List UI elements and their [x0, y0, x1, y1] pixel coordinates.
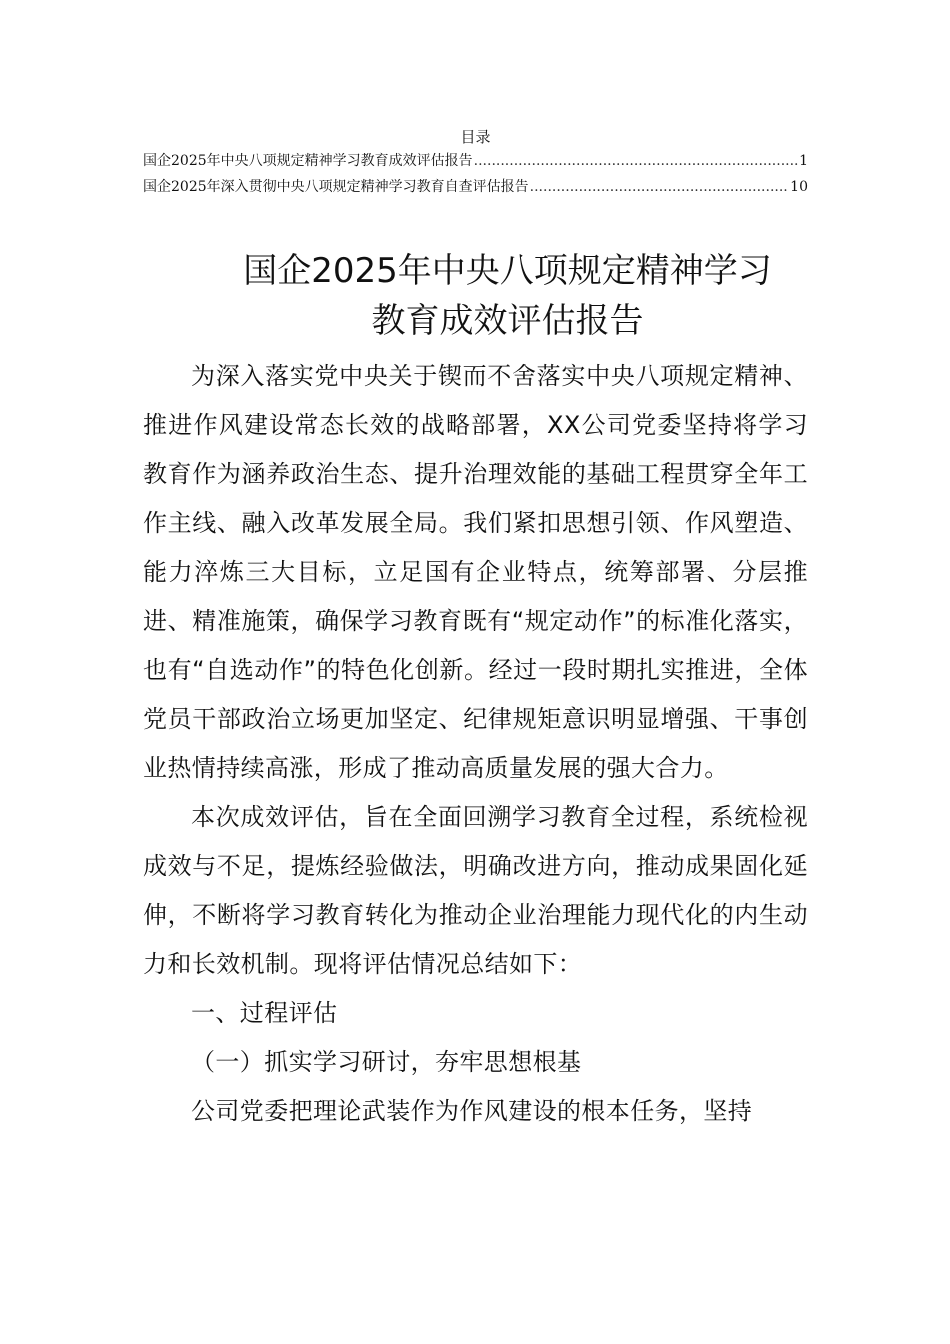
toc-entry[interactable]	[143, 148, 808, 174]
document-title-line-2: 教育成效评估报告	[371, 301, 644, 341]
subsection-heading: （一）抓实学习研讨，夯牢思想根基	[191, 1048, 582, 1076]
toc-entry-text: 国企2025年中央八项规定精神学习教育成效评估报告	[143, 153, 473, 169]
toc-entry-page: 10	[790, 179, 808, 195]
body-paragraph: 公司党委把理论武装作为作风建设的根本任务，坚持	[191, 1097, 753, 1125]
toc-entry-text: 国企2025年深入贯彻中央八项规定精神学习教育自查评估报告	[143, 179, 529, 195]
toc-leader-dots	[530, 174, 790, 200]
toc-title: 目录	[460, 128, 491, 146]
document-title-line-1: 国企2025年中央八项规定精神学习	[243, 251, 772, 291]
purpose-paragraph: 本次成效评估，旨在全面回溯学习教育全过程，系统检视成效与不足，提炼经验做法，明确改进方向，推动成果固化延伸，不断将学习教育转化为推动企业治理能力现代化的内生动力和长效机制。现将评估情况总结如下：	[143, 803, 808, 978]
toc-leader-dots	[474, 148, 798, 174]
toc-entry-page: 1	[799, 153, 808, 169]
document-title	[140, 246, 875, 346]
section-heading: 一、过程评估	[191, 999, 338, 1027]
intro-paragraph: 为深入落实党中央关于锲而不舍落实中央八项规定精神、推进作风建设常态长效的战略部署，XX公司党委坚持将学习教育作为涵养政治生态、提升治理效能的基础工程贯穿全年工作主线、融入改革发展全局。我们紧扣思想引领、作风塑造、能力淬炼三大目标，立足国有企业特点，统筹部署、分层推进、精准施策，确保学习教育既有“规定动作”的标准化落实，也有“自选动作”的特色化创新。经过一段时期扎实推进，全体党员干部政治立场更加坚定、纪律规矩意识明显增强、干事创业热情持续高涨，形成了推动高质量发展的强大合力。	[143, 362, 808, 782]
document-body	[143, 352, 808, 1136]
table-of-contents	[143, 126, 808, 200]
toc-entry[interactable]	[143, 174, 808, 200]
